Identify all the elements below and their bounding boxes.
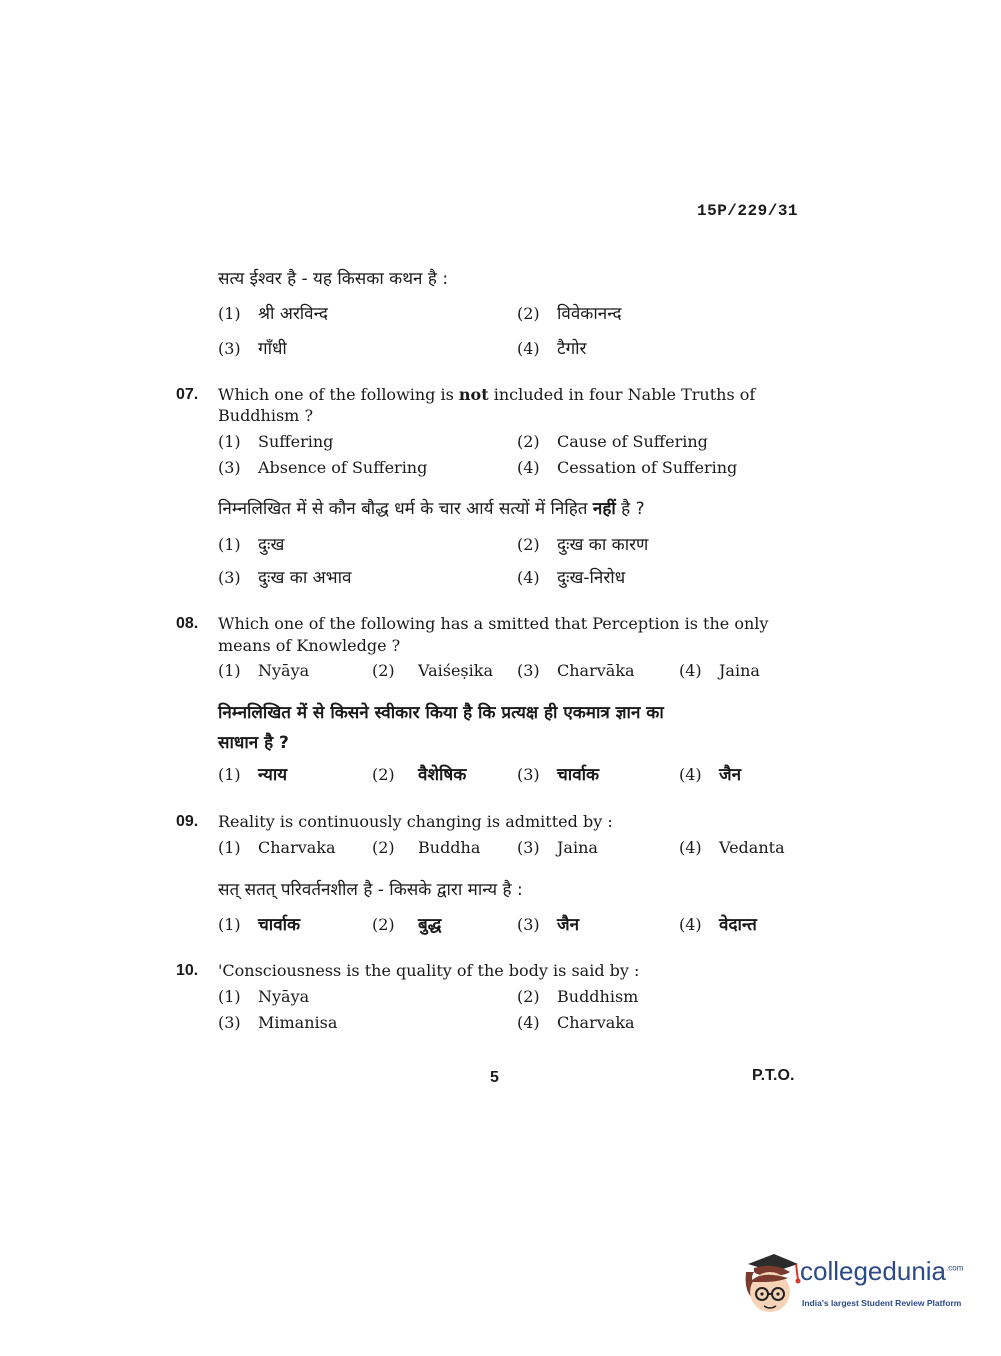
option-number: (1) [218,987,241,1006]
q07-hindi-emphasis: नहीं [592,499,616,519]
option-text: विवेकानन्द [557,304,622,324]
q08-hindi-option-1 [218,762,287,785]
mascot-icon [740,1250,802,1320]
q09-hindi-option-4 [679,912,757,935]
option-text: श्री अरविन्द [258,304,328,324]
option-text: Buddhism [557,987,639,1006]
q06-option-1 [218,301,328,324]
q09-hindi-line1: सत् सतत् परिवर्तनशील है - किसके द्वारा मान्य है : [218,880,523,900]
option-number: (4) [517,458,540,477]
option-text: Charvaka [557,1013,635,1032]
q07-option-4 [517,458,737,477]
q08-hindi-option-2 [372,762,466,785]
q06-option-2 [517,301,621,324]
q08-hindi-line1: निम्नलिखित में से किसने स्वीकार किया है कि प्रत्यक्ष ही एकमात्र ज्ञान का [218,703,664,723]
option-text: वैशेषिक [418,765,467,785]
option-text: वेदान्त [719,915,757,935]
option-text: न्याय [258,765,288,785]
option-text: चार्वाक [258,915,301,935]
option-text: Nyāya [258,987,310,1006]
option-text: Buddha [418,838,481,857]
logo-brand [800,1256,963,1287]
option-text: Nyāya [258,661,310,680]
logo-brand-name: collegedunia [800,1256,947,1286]
q07-hindi-text [218,496,645,519]
option-number: (1) [218,765,241,784]
option-number: (2) [517,987,540,1006]
option-number: (3) [517,661,540,680]
option-text: Charvāka [557,661,635,680]
option-text: दुःख [258,535,285,555]
option-text: जैन [557,915,580,935]
q08-option-3 [517,661,635,680]
option-number: (2) [517,432,540,451]
option-number: (4) [679,838,702,857]
q07-hindi-part: निम्नलिखित में से कौन बौद्ध धर्म के चार आर्य सत्यों में निहित [218,499,593,519]
option-number: (3) [517,915,540,934]
option-text: बुद्ध [418,915,442,935]
q09-number: 09. [176,813,199,830]
q06-option-4 [517,336,587,359]
option-number: (2) [517,535,540,554]
q09-option-1 [218,838,336,857]
q09-option-4 [679,838,785,857]
option-number: (3) [218,568,241,587]
option-text: Mimanisa [258,1013,338,1032]
option-text: Charvaka [258,838,336,857]
option-number: (3) [218,339,241,358]
pto-label: P.T.O. [752,1067,795,1084]
option-number: (3) [218,458,241,477]
collegedunia-logo[interactable] [740,1250,970,1320]
option-text: दुःख का कारण [557,535,649,555]
q10-option-3 [218,1013,337,1032]
option-text: दुःख का अभाव [258,568,352,588]
q08-text-line1: Which one of the following has a smitted that Perception is the only [218,614,769,633]
q07-text-line2: Buddhism ? [218,406,314,425]
option-text: जैन [719,765,742,785]
option-text: Jaina [557,838,598,857]
q09-text-line1: Reality is continuously changing is admitted by : [218,812,613,831]
paper-code: 15P/229/31 [697,202,799,220]
option-number: (3) [517,838,540,857]
option-number: (1) [218,304,241,323]
logo-tagline: India's largest Student Review Platform [802,1298,962,1308]
q08-hindi-option-4 [679,762,741,785]
option-number: (2) [372,765,395,784]
q10-number: 10. [176,962,199,979]
q10-option-4 [517,1013,635,1032]
q07-text-part: included in four Nable Truths of [488,385,756,404]
option-number: (3) [517,765,540,784]
q07-text-part: Which one of the following is [218,385,459,404]
q10-option-2 [517,987,638,1006]
q06-option-3 [218,336,287,359]
q08-option-4 [679,661,760,680]
q07-text-emphasis: not [458,385,489,404]
q08-hindi-line2: साधान है ? [218,733,289,753]
q09-option-3 [517,838,598,857]
option-number: (4) [679,765,702,784]
q07-option-1 [218,432,333,451]
option-text: Cause of Suffering [557,432,708,451]
option-text: Jaina [719,661,760,680]
q09-hindi-option-1 [218,912,300,935]
q09-hindi-option-2 [372,912,441,935]
q07-hindi-option-1 [218,532,284,555]
option-number: (1) [218,661,241,680]
q10-text-line1: 'Consciousness is the quality of the body is said by : [218,961,640,980]
option-text: Absence of Suffering [258,458,428,477]
option-number: (4) [517,339,540,358]
q07-hindi-part: है ? [615,499,645,519]
option-text: टैगोर [557,339,587,359]
option-number: (3) [218,1013,241,1032]
q10-option-1 [218,987,309,1006]
option-number: (2) [372,838,395,857]
q08-option-2 [372,661,493,680]
option-text: Vedanta [719,838,785,857]
option-text: Vaiśeṣika [418,661,493,680]
q07-option-2 [517,432,708,451]
q07-hindi-option-3 [218,565,351,588]
q07-number: 07. [176,386,199,403]
option-number: (2) [372,661,395,680]
option-number: (2) [372,915,395,934]
option-number: (4) [517,568,540,587]
q09-option-2 [372,838,480,857]
option-number: (4) [679,661,702,680]
q08-text-line2: means of Knowledge ? [218,636,401,655]
option-text: Cessation of Suffering [557,458,738,477]
q09-hindi-option-3 [517,912,579,935]
q07-text [218,385,755,404]
page-number: 5 [490,1069,499,1086]
q07-hindi-option-2 [517,532,648,555]
q08-number: 08. [176,615,199,632]
option-text: गाँधी [258,339,287,359]
option-text: Suffering [258,432,334,451]
option-number: (1) [218,432,241,451]
q07-hindi-option-4 [517,565,625,588]
logo-brand-suffix: .com [946,1263,964,1273]
option-number: (4) [517,1013,540,1032]
q08-hindi-option-3 [517,762,599,785]
option-number: (2) [517,304,540,323]
q07-option-3 [218,458,427,477]
option-text: चार्वाक [557,765,600,785]
option-text: दुःख-निरोध [557,568,626,588]
q06-hindi-text: सत्य ईश्वर है - यह किसका कथन है : [218,269,449,289]
option-number: (1) [218,535,241,554]
option-number: (1) [218,838,241,857]
option-number: (1) [218,915,241,934]
option-number: (4) [679,915,702,934]
q08-option-1 [218,661,309,680]
